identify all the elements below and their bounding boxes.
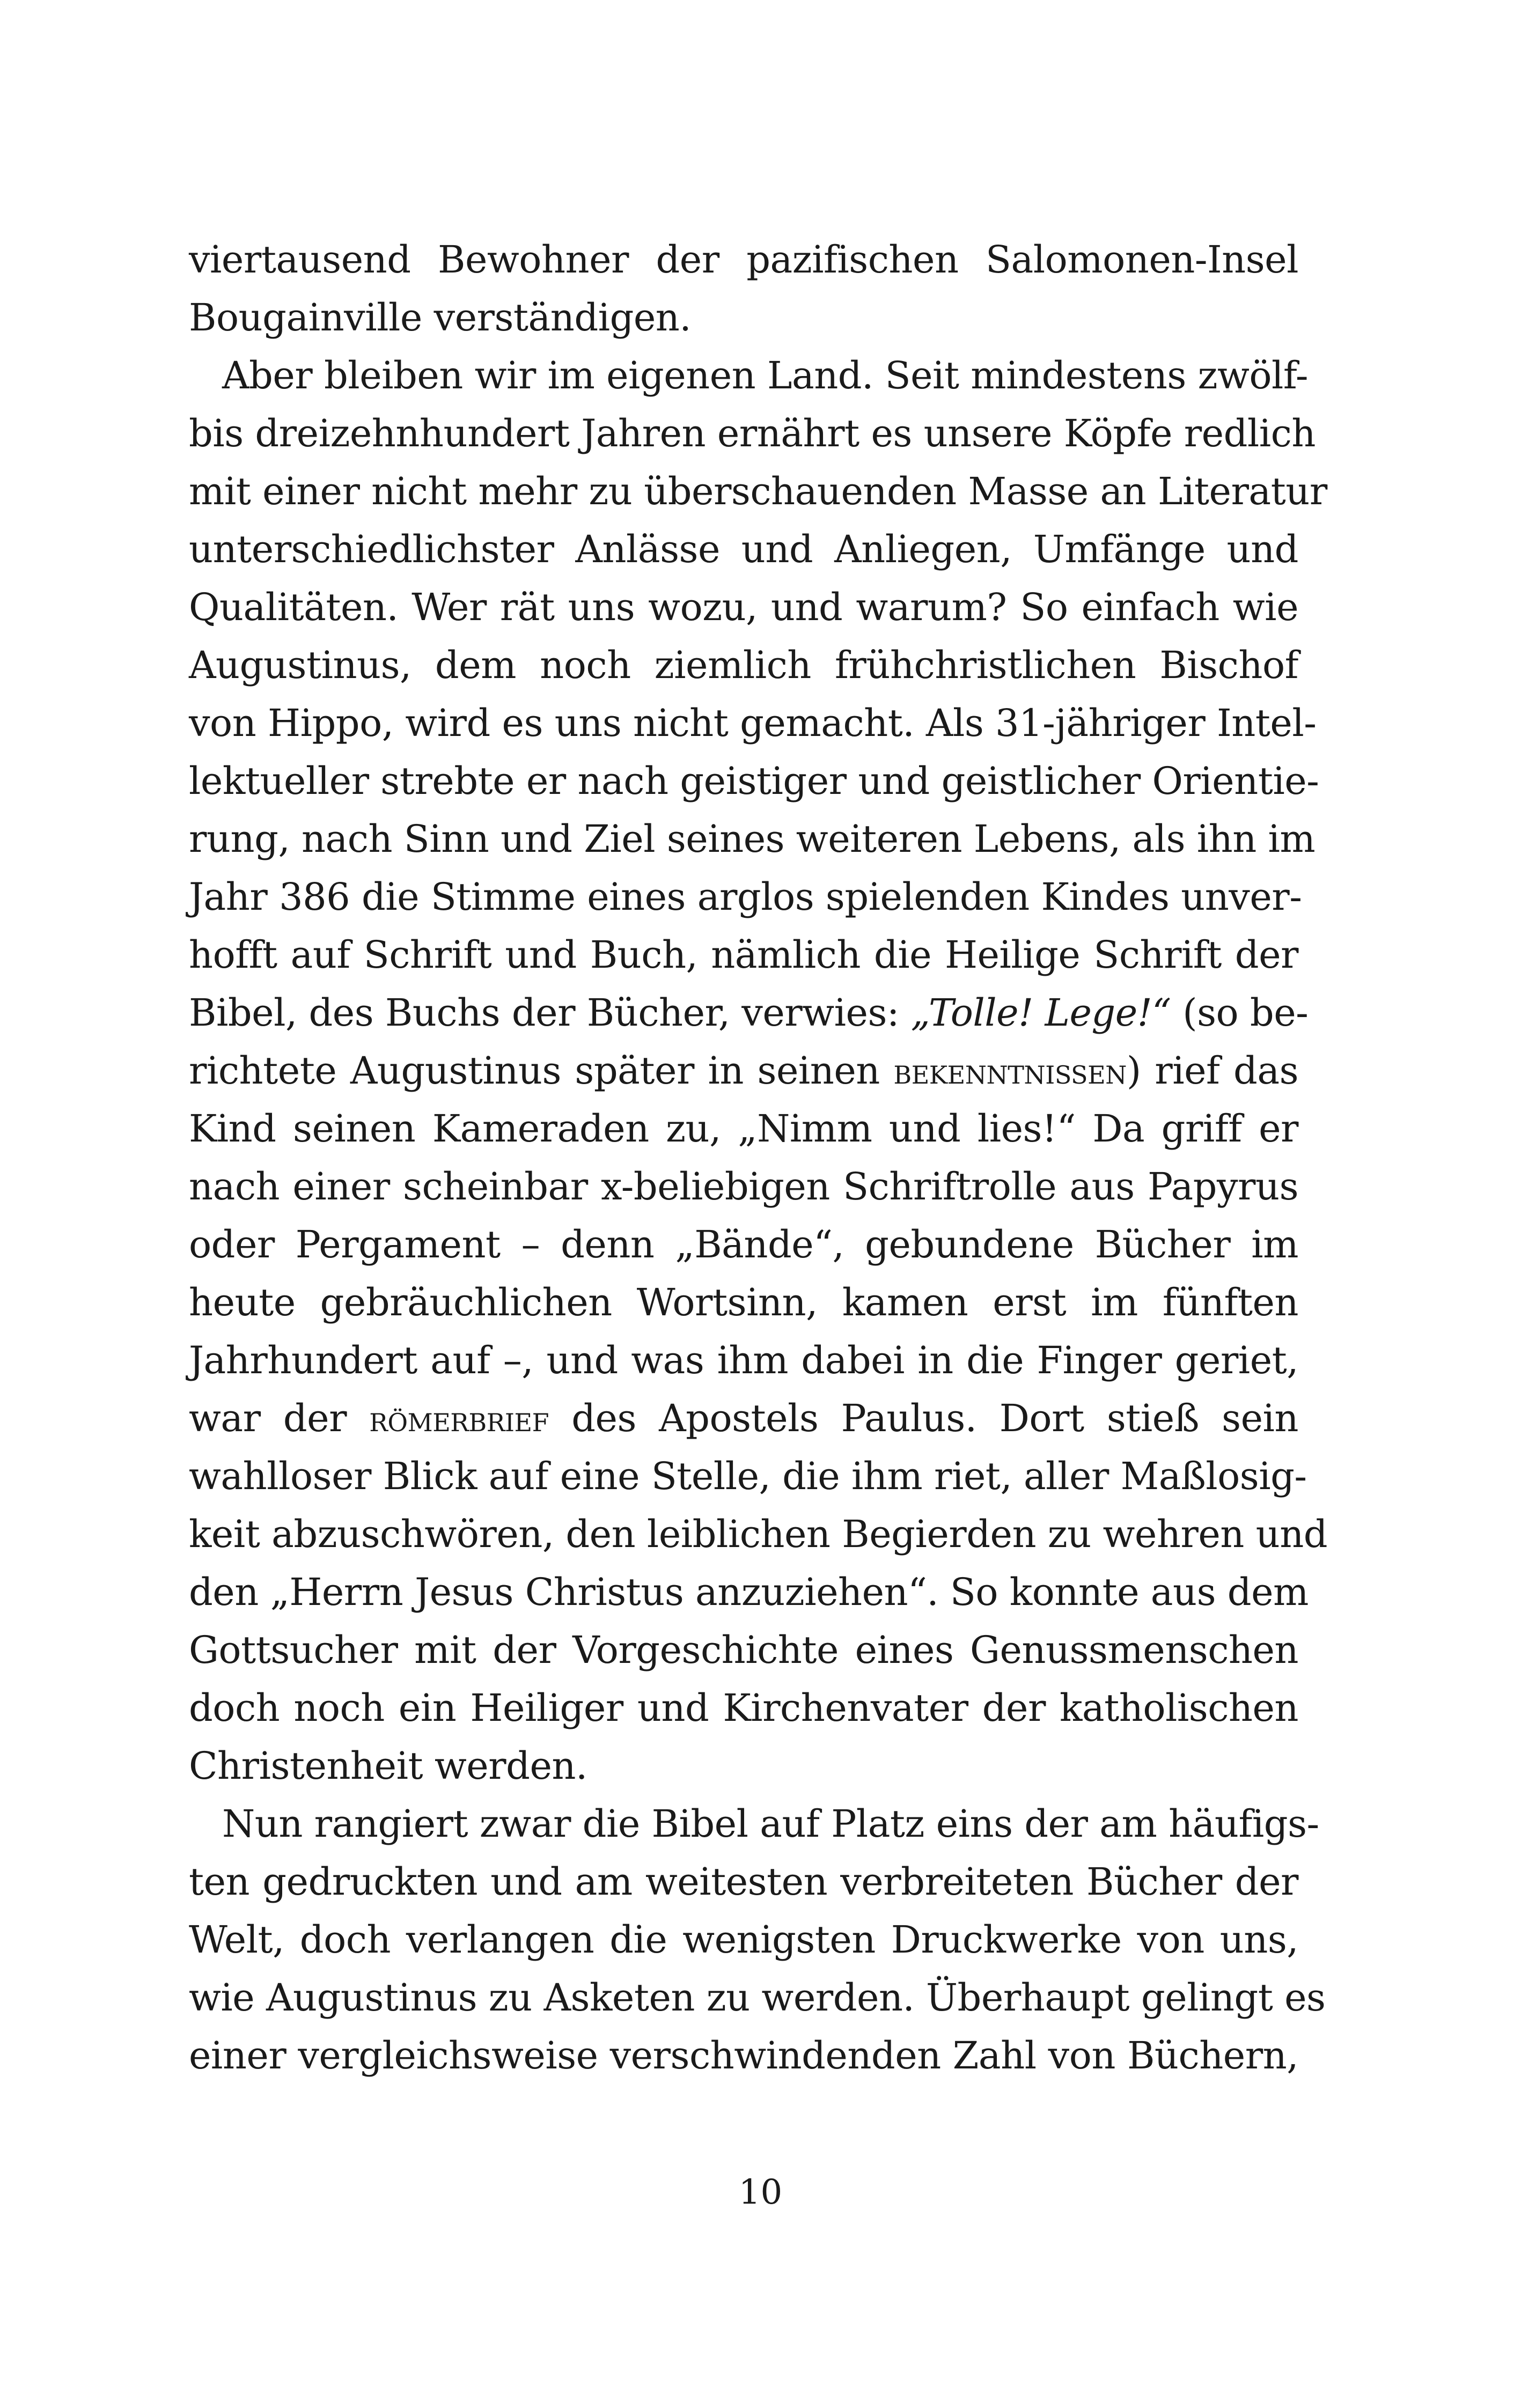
text-segment: (so be- [1171, 991, 1309, 1035]
text-line: rung, nach Sinn und Ziel seines weiteren Lebens, als ihn im [189, 817, 1316, 861]
text-line: Jahrhundert auf –, und was ihm dabei in die Finger geriet, [189, 1338, 1298, 1382]
text-segment: ) rief das [1126, 1049, 1298, 1093]
text-line: lektueller strebte er nach geistiger und geistlicher Orientie- [189, 759, 1319, 803]
text-line: Gottsucher mit der Vorgeschichte eines Genussmenschen [189, 1628, 1298, 1672]
text-line-with-title [189, 1389, 1298, 1447]
text-line: Welt, doch verlangen die wenigsten Druckwerke von uns, [189, 1918, 1298, 1962]
page-number: 10 [738, 2173, 783, 2212]
text-line: keit abzuschwören, den leiblichen Begierden zu wehren und [189, 1512, 1328, 1556]
text-line: Augustinus, dem noch ziemlich frühchristlichen Bischof [189, 643, 1298, 687]
work-title-bekenntnisse: bekenntnissen [893, 1051, 1127, 1092]
text-line: den „Herrn Jesus Christus anzuziehen“. So konnte aus dem [189, 1570, 1309, 1614]
book-page-body [189, 231, 1328, 2085]
text-line: Christenheit werden. [189, 1744, 587, 1788]
text-line: Kind seinen Kameraden zu, „Nimm und lies!“ Da griff er [189, 1107, 1298, 1151]
text-line: wahlloser Blick auf eine Stelle, die ihm riet, aller Maßlosig- [189, 1454, 1307, 1498]
text-segment: des Apostels Paulus. Dort stieß sein [549, 1396, 1298, 1440]
text-line: Bougainville verständigen. [189, 296, 692, 340]
text-line: mit einer nicht mehr zu überschauenden Masse an Literatur [189, 469, 1327, 513]
text-line: nach einer scheinbar x-beliebigen Schriftrolle aus Papyrus [189, 1165, 1298, 1209]
text-line: Jahr 386 die Stimme eines arglos spielenden Kindes unver- [189, 875, 1302, 919]
text-line: unterschiedlichster Anlässe und Anliegen, Umfänge und [189, 527, 1298, 571]
text-line: wie Augustinus zu Asketen zu werden. Überhaupt gelingt es [189, 1976, 1326, 2020]
text-line: einer vergleichsweise verschwindenden Zahl von Büchern, [189, 2034, 1298, 2078]
text-line: viertausend Bewohner der pazifischen Salomonen-Insel [189, 238, 1298, 282]
text-line: ten gedruckten und am weitesten verbreiteten Bücher der [189, 1860, 1298, 1904]
text-line: Qualitäten. Wer rät uns wozu, und warum? So einfach wie [189, 585, 1298, 629]
work-title-roemerbrief: römerbrief [369, 1398, 549, 1440]
text-line: oder Pergament – denn „Bände“, gebundene Bücher im [189, 1223, 1298, 1266]
text-line-with-title [189, 1042, 1298, 1100]
text-line: heute gebräuchlichen Wortsinn, kamen erst im fünften [189, 1280, 1298, 1324]
text-segment: richtete Augustinus später in seinen [189, 1049, 894, 1093]
text-segment: Bibel, des Buchs der Bücher, verwies: [189, 991, 911, 1035]
text-line-with-quote [189, 984, 1309, 1042]
text-line: von Hippo, wird es uns nicht gemacht. Als 31-jähriger Intel- [189, 701, 1317, 745]
latin-quote: „Tolle! Lege!“ [910, 991, 1171, 1035]
text-line: Nun rangiert zwar die Bibel auf Platz eins der am häufigs- [222, 1802, 1319, 1846]
text-line: doch noch ein Heiliger und Kirchenvater der katholischen [189, 1686, 1298, 1730]
text-line: hofft auf Schrift und Buch, nämlich die Heilige Schrift der [189, 933, 1298, 977]
text-segment: war der [189, 1396, 370, 1440]
text-line: Aber bleiben wir im eigenen Land. Seit mindestens zwölf- [222, 354, 1308, 397]
text-line: bis dreizehnhundert Jahren ernährt es unsere Köpfe redlich [189, 411, 1316, 455]
